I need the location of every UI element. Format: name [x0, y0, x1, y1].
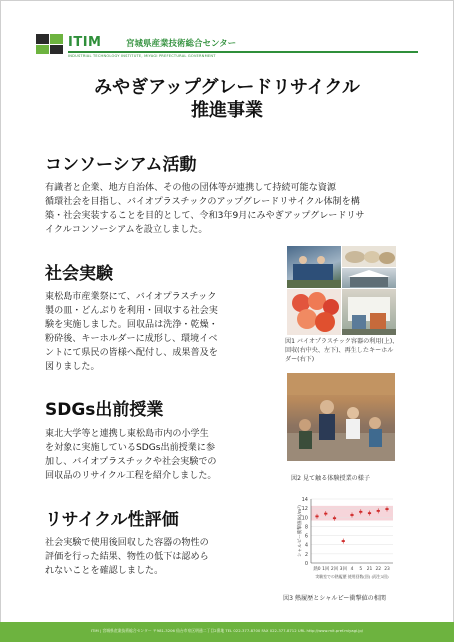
footer-contact: ITIM | 宮城県産業技術総合センター 〒981-3206 仙台市泉区明通二丁目2番地 TEL 022-377-8700 FAX 022-377-8712 URL http://www.mit.pref.miyagi.jp/ — [90, 628, 364, 633]
chart-x-tick-label: 23 — [384, 567, 390, 572]
page-title-line2: 推進事業 — [191, 100, 263, 121]
consortium-text: 有識者と企業、地方自治体、その他の団体等が連携して持続可能な資源 循環社会を目指し、バイオプラスチックのアップグレードリサイクル体制を構 築・社会実装することを目的として、令和3年9月にみやぎアップグレードリサ イクルコンソーシアムを設立しました。 — [45, 183, 365, 235]
chart-y-tick-label: 12 — [301, 506, 308, 513]
chart-point — [324, 513, 327, 515]
chart-point — [333, 517, 336, 519]
chart-x-tick-label: 4 — [350, 567, 354, 572]
chart-y-tick-label: 4 — [304, 542, 308, 549]
heading-consortium: コンソーシアム活動 — [45, 155, 197, 175]
chart-point — [342, 540, 345, 542]
chart-x-tick-label: 熱0 — [313, 567, 321, 572]
heading-recyclability: リサイクル性評価 — [45, 510, 179, 530]
photo-bioplastic-dishes — [342, 246, 396, 267]
photo-keychain-pile — [287, 289, 341, 335]
chart-y-axis-label: シャルピー衝撃値(kJ/m²) — [298, 505, 303, 557]
photo-collection-booth — [342, 289, 396, 335]
logo-text: ITIM — [68, 35, 102, 50]
chart-point — [350, 514, 353, 516]
heading-sdgs-class: SDGs出前授業 — [45, 400, 164, 420]
logo-mark — [36, 34, 64, 54]
heading-social-experiment: 社会実験 — [45, 264, 113, 284]
chart-y-tick-label: 10 — [301, 515, 308, 522]
chart-point — [368, 512, 371, 514]
chart-x-tick-label: 3回 — [339, 567, 347, 572]
chart-x-tick-label: 2回 — [330, 567, 339, 572]
figure2-caption: 図2 見て触る体験授業の様子 — [291, 475, 370, 482]
sdgs-class-text: 東北大学等と連携し東松島市内の小学生 を対象に実施しているSDGs出前授業に参 加し、バイオプラスチックや社会実験での 回収品のリサイクル工程を紹介しました。 — [45, 429, 217, 481]
chart-x-tick-label: 5 — [359, 567, 363, 572]
chart-y-tick-label: 8 — [304, 524, 308, 531]
chart-y-tick-label: 2 — [304, 551, 308, 558]
organization-name-en: INDUSTRIAL TECHNOLOGY INSTITUTE, MIYAGI PREFECTURAL GOVERNMENT — [68, 54, 216, 58]
chart-point — [315, 515, 318, 517]
footer-bar — [0, 622, 454, 642]
chart-y-tick-label: 0 — [304, 561, 308, 567]
chart-x-tick-label: 1回 — [322, 567, 330, 572]
photo-event-booth — [287, 246, 341, 288]
chart-x-tick-label: 22 — [375, 567, 382, 572]
chart-y-tick-label: 6 — [304, 533, 308, 540]
header-divider — [68, 51, 418, 53]
recyclability-text: 社会実験で使用後回収した容器の物性の 評価を行った結果、物性の低下は認めら れないことを確認しました。 — [45, 538, 209, 576]
chart-point — [385, 508, 388, 510]
photo-collection-tent — [342, 268, 396, 288]
chart-point — [359, 511, 362, 513]
figure3-caption: 図3 熱履歴とシャルピー衝撃値の相関 — [283, 595, 386, 602]
chart-y-tick-label: 14 — [301, 497, 308, 503]
chart-x-axis-label: 実験室での熱履歴 使用回数(回) (再生1回) — [315, 574, 389, 579]
page-title-line1: みやぎアップグレードリサイクル — [94, 77, 360, 98]
figure3-chart — [277, 493, 397, 583]
chart-svg — [277, 493, 397, 583]
figure1-caption: 図1 バイオプラスチック容器の利用(上)、 回収(右中央、左下)、再生したキーホル ダー(右下) — [285, 338, 399, 363]
header — [36, 34, 418, 64]
chart-point — [377, 510, 380, 512]
chart-x-tick-label: 21 — [366, 567, 373, 572]
photo-hands-on-class — [287, 373, 395, 461]
organization-name: 宮城県産業技術総合センター — [126, 39, 237, 49]
social-experiment-text: 東松島市産業祭にて、バイオプラスチック 製の皿・どんぶりを利用・回収する社会実 験を実施しました。回収品は洗浄・乾燥・ 粉砕後、キーホルダーに成形し、環境イベ ントにて県民の皆様へ配付し、成果普及を 図りました。 — [45, 292, 218, 372]
